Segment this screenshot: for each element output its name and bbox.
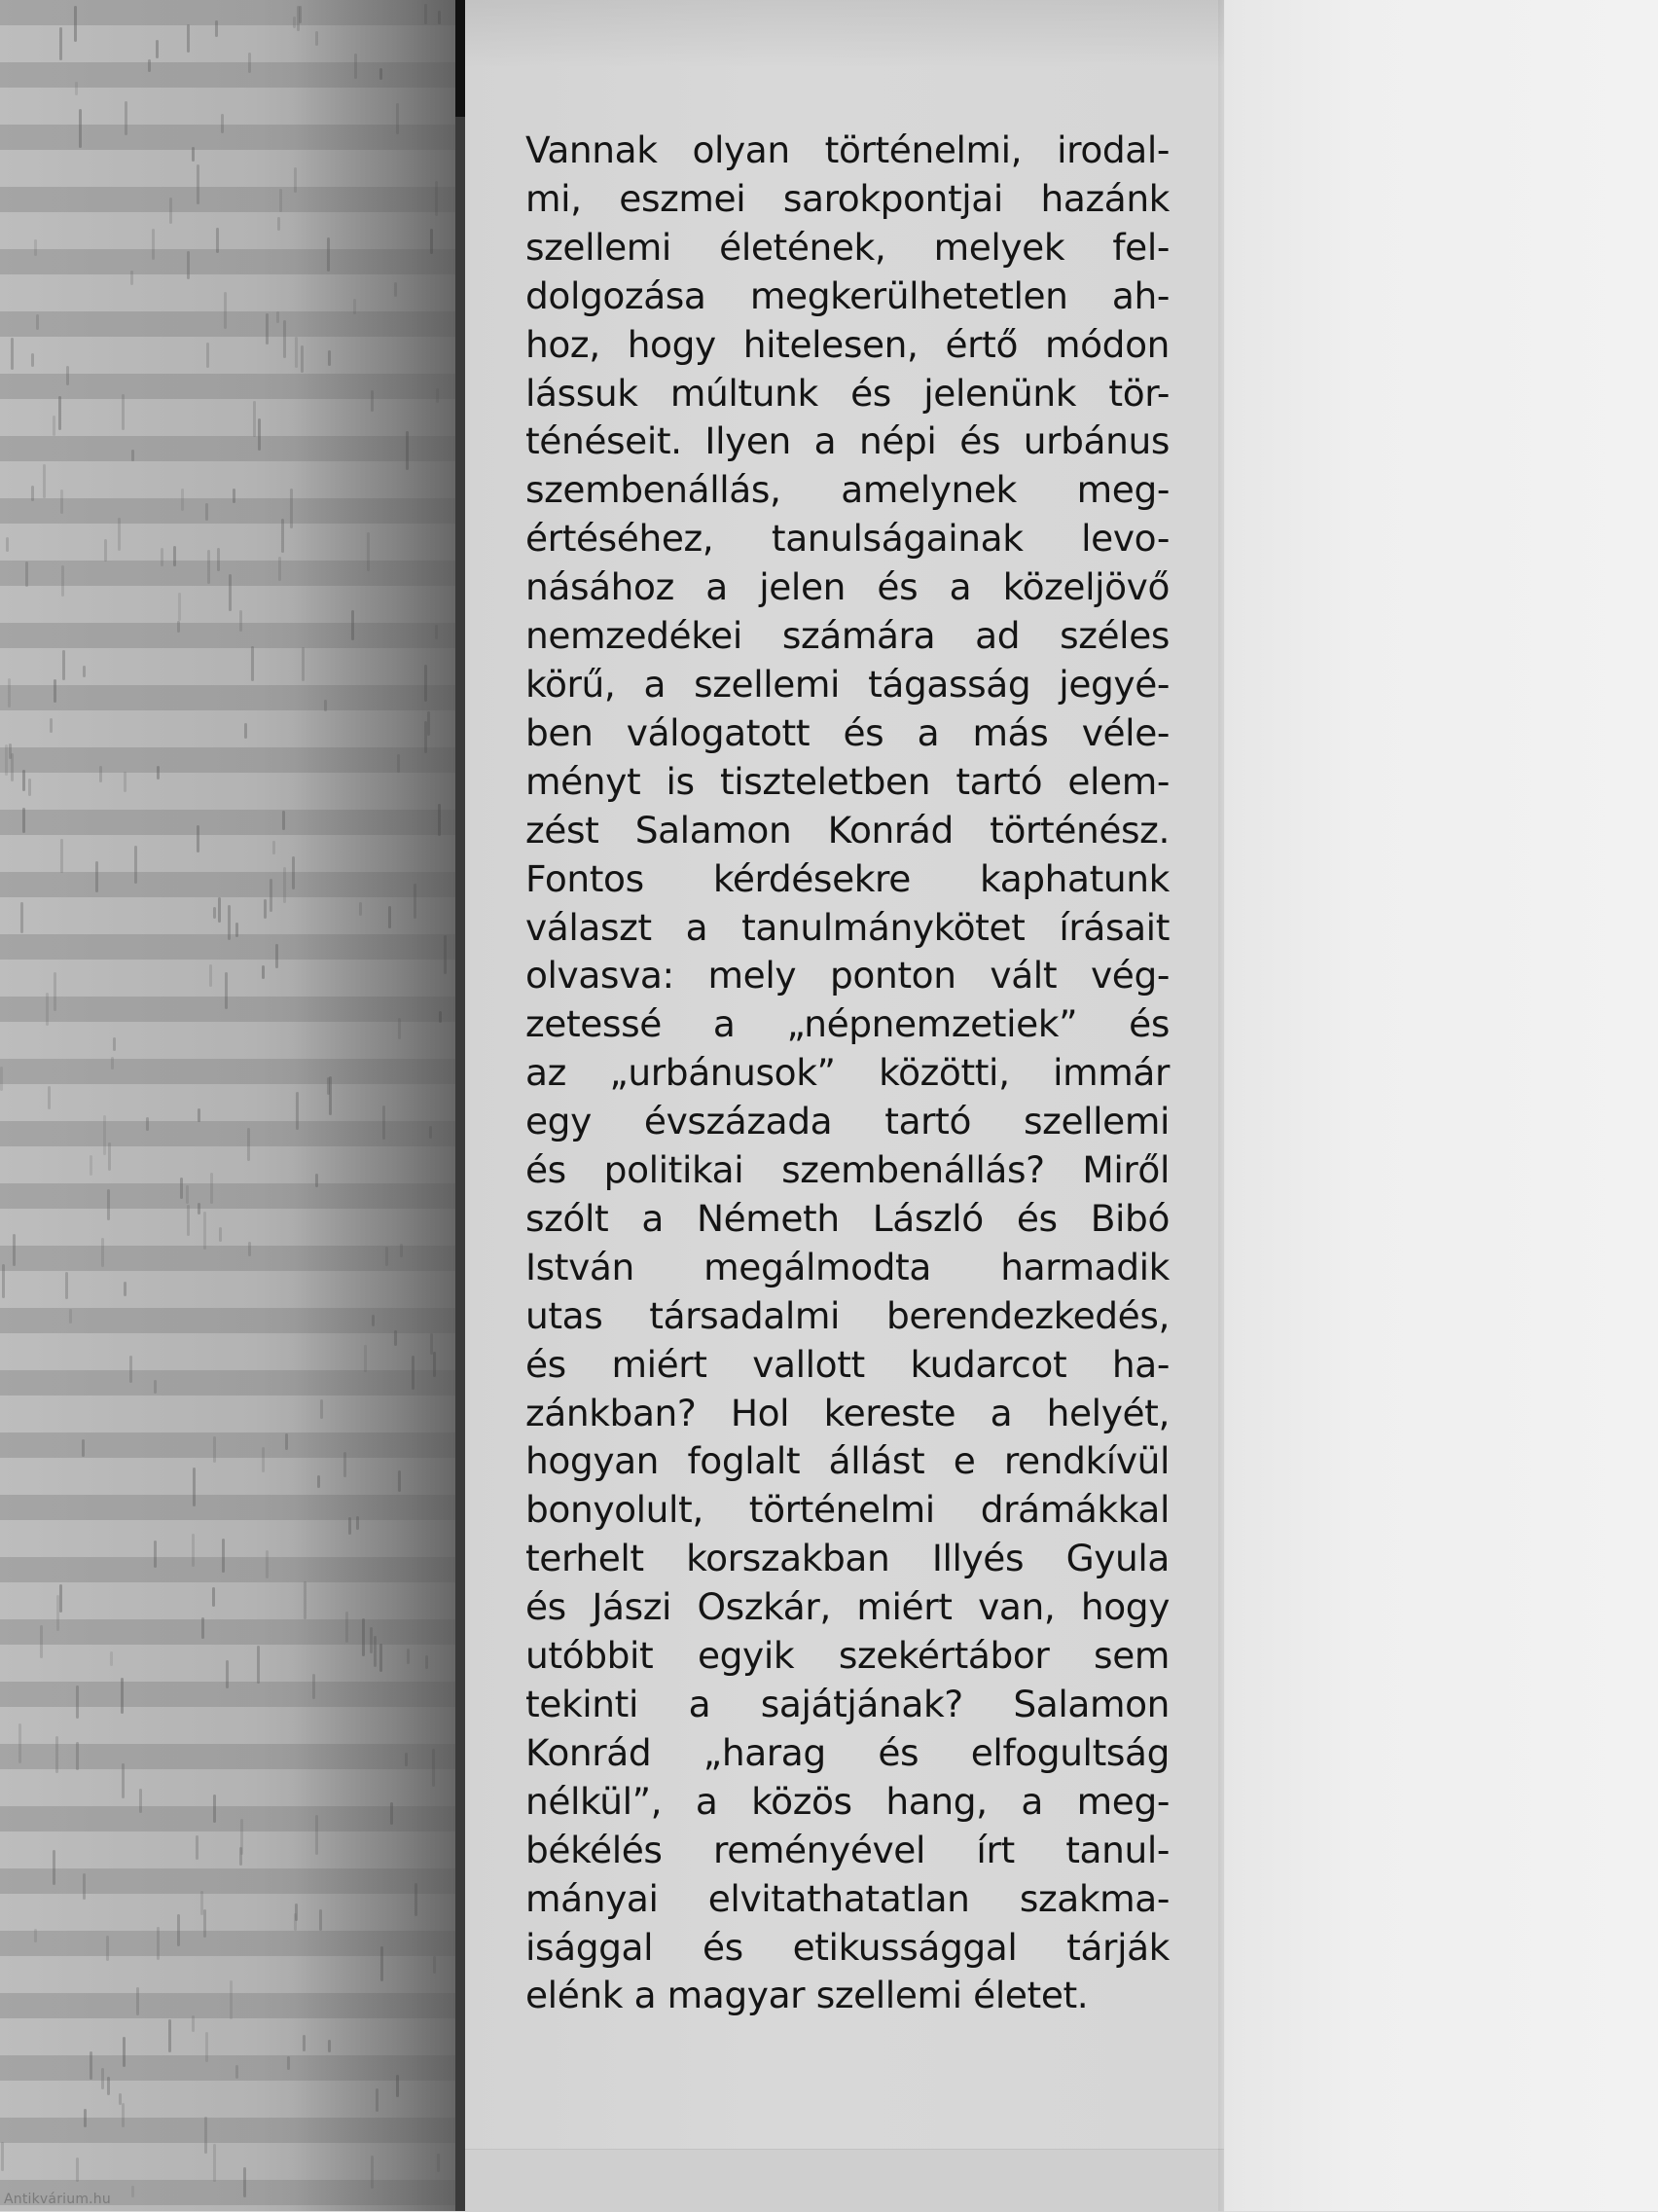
wood-grain-mark (157, 1927, 160, 1960)
wood-grain-mark (60, 839, 63, 873)
blurb-line: mi, eszmei sarokpontjai hazánk (525, 176, 1170, 220)
wood-grain-mark (6, 537, 9, 552)
wood-grain-mark (235, 923, 238, 937)
wood-grain-mark (101, 1238, 104, 1267)
wood-grain-mark (213, 1795, 216, 1823)
flap-top-shade (465, 0, 1224, 68)
blurb-line: dolgozása megkerülhetetlen ah- (525, 273, 1170, 317)
blurb-line: ményt is tiszteletben tartó elem- (525, 759, 1170, 803)
wood-grain-mark (221, 114, 224, 133)
wood-grain-mark (272, 841, 275, 854)
wood-grain-mark (251, 646, 254, 681)
wood-grain-mark (266, 1550, 269, 1578)
wood-grain-mark (139, 1789, 142, 1813)
wood-grain-mark (124, 1282, 126, 1296)
wood-grain-mark (198, 1203, 200, 1215)
wood-grain-mark (192, 147, 195, 162)
wood-grain-mark (209, 964, 212, 987)
wood-grain-mark (90, 1155, 92, 1176)
wood-grain-mark (103, 1115, 106, 1155)
wood-grain-mark (131, 2186, 134, 2197)
blurb-line: nélkül”, a közös hang, a meg- (525, 1779, 1170, 1823)
wood-grain-mark (9, 743, 12, 759)
wood-grain-mark (11, 338, 14, 370)
blurb-line: és Jászi Oszkár, miért van, hogy (525, 1585, 1170, 1629)
blurb-line: szembenállás, amelynek meg- (525, 468, 1170, 512)
wood-grain-mark (46, 993, 49, 1026)
blurb-line: terhelt korszakban Illyés Gyula (525, 1537, 1170, 1580)
wood-grain-mark (200, 1891, 203, 1915)
wood-grain-mark (262, 1447, 265, 1472)
wood-grain-mark (156, 40, 159, 58)
wood-grain-mark (130, 271, 133, 285)
blurb-line: ben válogatott és a más véle- (525, 710, 1170, 754)
wood-grain-mark (205, 2032, 208, 2062)
blurb-line: körű, a szellemi tágasság jegyé- (525, 662, 1170, 706)
wood-grain-mark (169, 198, 172, 224)
wood-grain-mark (215, 20, 218, 37)
wood-grain-mark (218, 897, 221, 923)
blurb-line: tekinti a sajátjának? Salamon (525, 1683, 1170, 1725)
blurb-line: lássuk múltunk és jelenünk tör- (525, 371, 1170, 415)
wood-grain-mark (198, 1108, 200, 1122)
wood-grain-mark (113, 1037, 116, 1051)
blurb-line: választ a tanulmánykötet írásait (525, 905, 1170, 949)
blurb-line: bonyolult, történelmi drámákkal (525, 1488, 1170, 1532)
flap-bottom-edge (465, 2149, 1224, 2212)
wood-grain-mark (204, 2117, 207, 2154)
wood-grain-mark (222, 1539, 225, 1573)
wood-grain-mark (187, 251, 190, 279)
wood-grain-mark (108, 1142, 111, 1171)
blurb-line: ténéseit. Ilyen a népi és urbánus (525, 419, 1170, 463)
wood-grain-mark (275, 944, 278, 968)
wood-grain-mark (59, 27, 62, 60)
wood-grain-mark (225, 972, 228, 1009)
wood-grain-mark (262, 965, 265, 979)
wood-grain-mark (277, 217, 280, 231)
wood-grain-mark (148, 59, 151, 72)
wood-grain-mark (83, 666, 86, 677)
wood-grain-mark (270, 879, 272, 912)
wood-grain-mark (205, 503, 208, 521)
blurb-line: és miért vallott kudarcot ha- (525, 1342, 1170, 1386)
wood-grain-mark (239, 1847, 242, 1866)
wood-grain-mark (122, 2103, 125, 2127)
wood-grain-mark (79, 109, 82, 148)
wood-grain-mark (196, 1835, 198, 1860)
wood-grain-mark (54, 972, 56, 1011)
wood-grain-mark (2, 1264, 5, 1298)
wood-grain-mark (123, 2037, 126, 2067)
wood-grain-mark (154, 1380, 157, 1394)
cover-shadow (292, 0, 463, 2211)
blurb-line: és politikai szembenállás? Miről (525, 1148, 1170, 1192)
wood-grain-mark (22, 770, 25, 791)
blurb-line: hoz, hogy hitelesen, értő módon (525, 322, 1170, 366)
wood-grain-mark (168, 2019, 171, 2052)
wood-grain-mark (233, 489, 235, 503)
wood-grain-mark (58, 396, 61, 430)
wood-grain-mark (43, 464, 46, 498)
blurb-line: hogyan foglalt állást e rendkívül (525, 1439, 1170, 1483)
wood-grain-mark (76, 2158, 79, 2182)
wood-grain-mark (34, 1929, 37, 1942)
blurb-line: utas társadalmi berendezkedés, (525, 1293, 1170, 1337)
wood-grain-mark (178, 593, 181, 621)
wood-grain-mark (50, 718, 53, 733)
wood-grain-mark (61, 565, 64, 597)
wood-grain-mark (55, 1736, 58, 1773)
wood-grain-mark (239, 610, 242, 632)
wood-grain-mark (244, 723, 247, 739)
wood-grain-mark (53, 416, 55, 436)
blurb-line: olvasva: mely ponton vált vég- (525, 954, 1170, 997)
wood-grain-mark (18, 1723, 21, 1763)
blurb-line: István megálmodta harmadik (525, 1245, 1170, 1288)
wood-grain-mark (226, 1660, 229, 1688)
wood-grain-mark (180, 1178, 183, 1199)
wood-grain-mark (201, 1617, 204, 1639)
wood-grain-mark (20, 902, 23, 933)
wood-grain-mark (213, 2144, 216, 2182)
blurb-line: nemzedékei számára ad széles (525, 614, 1170, 658)
wood-grain-mark (95, 861, 98, 892)
wood-grain-mark (134, 846, 137, 884)
wood-grain-mark (276, 311, 279, 323)
wood-grain-mark (203, 1909, 206, 1938)
wood-grain-mark (161, 548, 163, 566)
blurb-line: az „urbánusok” közötti, immár (525, 1051, 1170, 1095)
flap-right-edge (1218, 0, 1226, 2211)
blurb-line: Fontos kérdésekre kaphatunk (525, 856, 1170, 900)
wood-grain-mark (157, 766, 160, 780)
wood-grain-mark (229, 574, 232, 611)
wood-grain-mark (124, 772, 126, 792)
wood-grain-mark (74, 6, 77, 42)
wood-grain-mark (0, 1067, 3, 1091)
blurb-line: békélés reményével írt tanul- (525, 1828, 1170, 1871)
blurb-line: zetessé a „népnemzetiek” és (525, 1002, 1170, 1046)
wood-grain-mark (213, 907, 216, 919)
wood-grain-mark (212, 1587, 215, 1607)
wood-grain-mark (13, 1234, 16, 1266)
wood-grain-mark (192, 1534, 195, 1567)
wood-grain-mark (282, 811, 285, 830)
wood-grain-mark (59, 1584, 62, 1613)
blurb-line: násához a jelen és a közeljövő (525, 565, 1170, 609)
wood-grain-mark (22, 808, 25, 833)
background-surface (1224, 0, 1658, 2211)
wood-grain-mark (121, 1678, 124, 1714)
wood-grain-mark (53, 1850, 55, 1885)
wood-grain-mark (48, 1086, 51, 1109)
wood-grain-mark (31, 353, 34, 367)
wood-grain-mark (122, 1763, 125, 1798)
wood-grain-mark (197, 164, 199, 204)
wood-grain-mark (213, 1436, 216, 1463)
wood-grain-mark (258, 418, 261, 451)
wood-grain-mark (99, 766, 102, 782)
wood-grain-mark (243, 2167, 246, 2197)
wood-grain-mark (136, 1987, 139, 2015)
wood-grain-mark (66, 366, 69, 385)
wood-grain-mark (177, 1914, 180, 1946)
wood-grain-mark (253, 401, 256, 437)
wood-grain-mark (203, 1212, 206, 1250)
wood-grain-mark (110, 1651, 113, 1666)
wood-grain-mark (283, 320, 286, 358)
wood-grain-mark (248, 53, 251, 73)
wood-grain-mark (235, 2065, 238, 2079)
flap-blurb-text (525, 127, 1170, 2020)
wood-grain-mark (107, 1189, 110, 1220)
wood-grain-mark (283, 867, 286, 903)
wood-grain-mark (285, 1433, 288, 1450)
wood-grain-mark (76, 1686, 79, 1719)
wood-grain-mark (192, 2015, 195, 2032)
wood-grain-mark (154, 1541, 157, 1568)
wood-grain-mark (5, 744, 8, 776)
blurb-line: Konrád „harag és elfogultság (525, 1730, 1170, 1774)
blurb-line: egy évszázada tartó szellemi (525, 1100, 1170, 1143)
wood-grain-mark (8, 678, 11, 707)
wood-grain-mark (111, 1057, 114, 1070)
blurb-line: Vannak olyan történelmi, irodal- (525, 128, 1170, 171)
wood-grain-mark (75, 82, 78, 95)
wood-grain-mark (1, 2142, 4, 2171)
wood-grain-mark (83, 1873, 86, 1900)
wood-grain-mark (224, 292, 227, 329)
wood-grain-mark (104, 539, 107, 562)
wood-grain-mark (62, 650, 65, 680)
wood-grain-mark (228, 905, 231, 940)
blurb-line: szellemi életének, melyek fel- (525, 225, 1170, 269)
wood-grain-mark (216, 228, 219, 253)
wood-grain-mark (84, 2109, 87, 2127)
wood-grain-mark (152, 229, 155, 260)
wood-grain-mark (129, 1356, 132, 1383)
wood-grain-mark (219, 1227, 222, 1242)
wood-grain-mark (197, 825, 199, 852)
blurb-line: értéséhez, tanulságainak levo- (525, 517, 1170, 561)
wood-grain-mark (90, 2051, 92, 2080)
blurb-line: zést Salamon Konrád történész. (525, 808, 1170, 852)
wood-grain-mark (65, 1272, 68, 1299)
blurb-line: szólt a Németh László és Bibó (525, 1196, 1170, 1240)
wood-grain-mark (287, 2056, 290, 2070)
blurb-line: zánkban? Hol kereste a helyét, (525, 1391, 1170, 1434)
blurb-line: isággal és etikussággal tárják (525, 1925, 1170, 1969)
wood-grain-mark (82, 1439, 85, 1457)
wood-grain-mark (101, 2068, 104, 2089)
wood-grain-mark (131, 450, 134, 461)
wood-grain-mark (54, 679, 56, 703)
wood-grain-mark (278, 557, 281, 581)
wood-grain-mark (247, 1128, 250, 1161)
wood-grain-mark (279, 189, 282, 212)
wood-grain-mark (107, 2077, 110, 2095)
spine-dark-top (455, 0, 465, 117)
watermark-text: Antikvárium.hu (4, 2192, 111, 2207)
wood-grain-mark (230, 1980, 233, 2019)
wood-grain-mark (60, 490, 63, 514)
blurb-line: mányai elvitathatatlan szakma- (525, 1876, 1170, 1920)
wood-grain-mark (257, 1646, 260, 1684)
wood-grain-mark (177, 621, 180, 633)
blurb-line: elénk a magyar szellemi életet. (525, 1974, 1089, 2017)
wood-grain-mark (125, 101, 127, 135)
wood-grain-mark (40, 1625, 43, 1658)
wood-grain-mark (34, 239, 37, 256)
wood-grain-mark (28, 779, 31, 796)
wood-grain-mark (122, 394, 125, 430)
wood-grain-mark (146, 1117, 149, 1131)
wood-grain-mark (206, 343, 209, 368)
wood-grain-mark (264, 899, 267, 919)
wood-grain-mark (207, 550, 210, 584)
wood-grain-mark (187, 1205, 190, 1236)
blurb-line: utóbbit egyik szekértábor sem (525, 1634, 1170, 1678)
wood-grain-mark (281, 519, 284, 553)
wood-grain-mark (106, 1936, 109, 1961)
wood-grain-mark (173, 546, 176, 566)
wood-grain-mark (181, 489, 184, 511)
wood-grain-mark (210, 1173, 213, 1204)
wood-grain-mark (266, 313, 269, 344)
wood-grain-mark (76, 1742, 79, 1770)
wood-grain-mark (36, 314, 39, 330)
book-spine (455, 0, 465, 2211)
wood-grain-mark (31, 486, 34, 501)
wood-grain-mark (193, 1468, 196, 1506)
wood-grain-mark (248, 1242, 251, 1256)
wood-grain-mark (118, 518, 121, 551)
wood-grain-mark (25, 562, 28, 587)
wood-grain-mark (187, 24, 190, 53)
wood-grain-mark (186, 1185, 189, 1204)
wood-grain-mark (69, 1309, 72, 1324)
wood-grain-mark (217, 548, 220, 571)
